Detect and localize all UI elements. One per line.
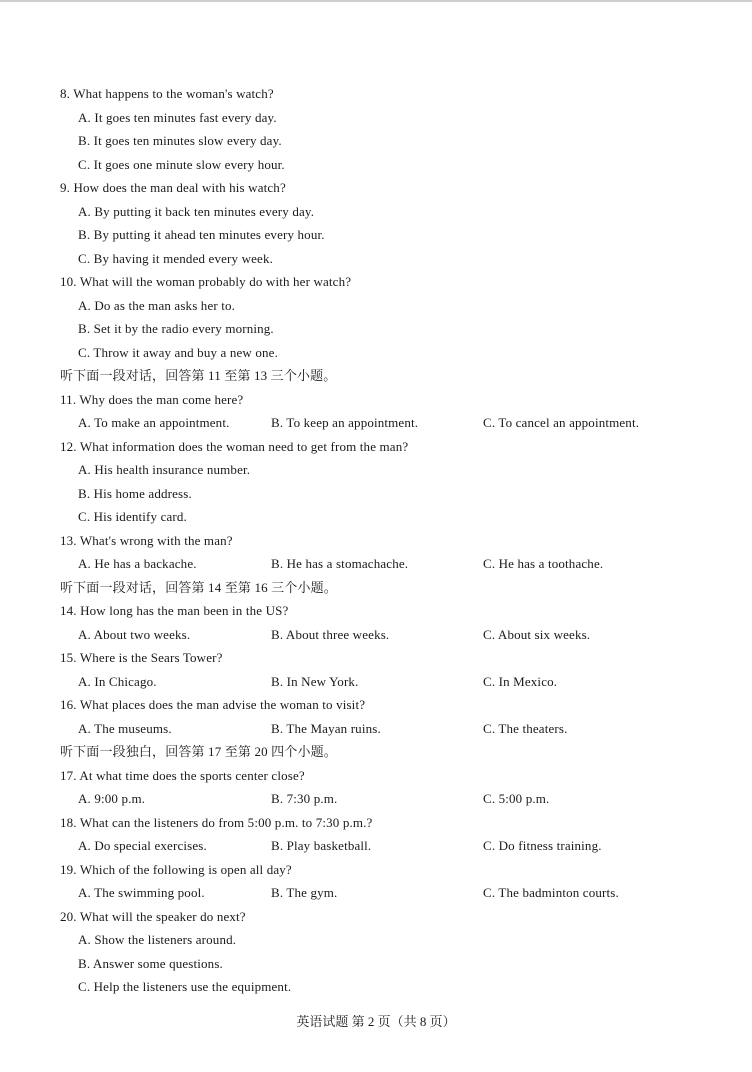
question-stem: 14. How long has the man been in the US? xyxy=(60,603,289,618)
option: C. He has a toothache. xyxy=(483,556,604,571)
option: C. Do fitness training. xyxy=(483,838,602,853)
option: C. Help the listeners use the equipment. xyxy=(78,979,292,994)
option: B. 7:30 p.m. xyxy=(271,791,338,806)
option: C. It goes one minute slow every hour. xyxy=(78,157,285,172)
question-stem: 12. What information does the woman need to get from the man? xyxy=(60,439,409,454)
question-stem: 16. What places does the man advise the woman to visit? xyxy=(60,697,366,712)
option: B. Play basketball. xyxy=(271,838,372,853)
option: A. Show the listeners around. xyxy=(78,932,237,947)
option: C. His identify card. xyxy=(78,509,187,524)
option: B. The gym. xyxy=(271,885,338,900)
page-footer: 英语试题 第 2 页（共 8 页） xyxy=(296,1014,456,1029)
question-stem: 11. Why does the man come here? xyxy=(60,392,244,407)
option: A. Do special exercises. xyxy=(78,838,207,853)
option: A. By putting it back ten minutes every day. xyxy=(78,204,315,219)
section-instruction: 听下面一段对话，回答第 14 至第 16 三个小题。 xyxy=(60,580,337,595)
option: A. About two weeks. xyxy=(78,627,191,642)
question-stem: 15. Where is the Sears Tower? xyxy=(60,650,223,665)
question-stem: 13. What's wrong with the man? xyxy=(60,533,233,548)
option: B. The Mayan ruins. xyxy=(271,721,381,736)
option: A. Do as the man asks her to. xyxy=(78,298,236,313)
option: A. The museums. xyxy=(78,721,172,736)
option: A. The swimming pool. xyxy=(78,885,205,900)
question-stem: 10. What will the woman probably do with her watch? xyxy=(60,274,352,289)
option: A. His health insurance number. xyxy=(78,462,251,477)
option: B. His home address. xyxy=(78,486,192,501)
option: B. About three weeks. xyxy=(271,627,390,642)
option: A. It goes ten minutes fast every day. xyxy=(78,110,277,125)
option: C. The badminton courts. xyxy=(483,885,619,900)
option: C. About six weeks. xyxy=(483,627,591,642)
question-stem: 18. What can the listeners do from 5:00 p.m. to 7:30 p.m.? xyxy=(60,815,373,830)
section-instruction: 听下面一段独白，回答第 17 至第 20 四个小题。 xyxy=(60,744,337,759)
option: A. In Chicago. xyxy=(78,674,157,689)
option: C. In Mexico. xyxy=(483,674,558,689)
option: A. To make an appointment. xyxy=(78,415,230,430)
question-stem: 9. How does the man deal with his watch? xyxy=(60,180,286,195)
option: B. Set it by the radio every morning. xyxy=(78,321,274,336)
option: A. He has a backache. xyxy=(78,556,197,571)
question-stem: 17. At what time does the sports center close? xyxy=(60,768,305,783)
option: C. To cancel an appointment. xyxy=(483,415,640,430)
option: B. Answer some questions. xyxy=(78,956,223,971)
section-instruction: 听下面一段对话，回答第 11 至第 13 三个小题。 xyxy=(60,368,337,383)
question-stem: 19. Which of the following is open all day? xyxy=(60,862,292,877)
option: B. By putting it ahead ten minutes every hour. xyxy=(78,227,325,242)
option: C. Throw it away and buy a new one. xyxy=(78,345,278,360)
page-top-border xyxy=(0,0,752,2)
option: B. He has a stomachache. xyxy=(271,556,409,571)
question-stem: 20. What will the speaker do next? xyxy=(60,909,246,924)
option: C. 5:00 p.m. xyxy=(483,791,550,806)
option: C. By having it mended every week. xyxy=(78,251,273,266)
option: A. 9:00 p.m. xyxy=(78,791,146,806)
option: B. It goes ten minutes slow every day. xyxy=(78,133,282,148)
option: B. In New York. xyxy=(271,674,359,689)
option: C. The theaters. xyxy=(483,721,568,736)
question-stem: 8. What happens to the woman's watch? xyxy=(60,86,274,101)
option: B. To keep an appointment. xyxy=(271,415,419,430)
